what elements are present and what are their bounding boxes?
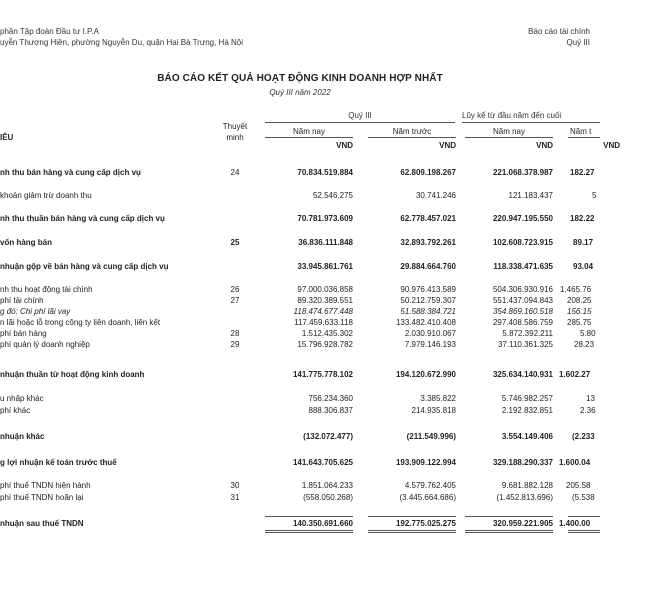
row-value-ytd-last-year: 28.23 <box>574 340 595 349</box>
row-label: nhuận thuần từ hoạt động kinh doanh <box>0 370 145 379</box>
row-value-ytd-last-year: 205.58 <box>566 481 591 490</box>
row-value-ytd-last-year: 1.602.27 <box>559 370 591 379</box>
company-address: uyễn Thượng Hiền, phường Nguyễn Du, quận Hai Bà Trưng, Hà Nội <box>0 38 243 47</box>
row-label: phí tài chính <box>0 296 44 305</box>
row-value-q3-this-year: 117.459.633.118 <box>294 318 353 327</box>
row-value-ytd-this-year: (1.452.813.696) <box>496 493 553 502</box>
row-value-ytd-last-year: 182.27 <box>570 168 595 177</box>
row-value-q3-this-year: 118.474.677.448 <box>293 307 353 316</box>
row-value-q3-this-year: 89.320.389.551 <box>297 296 353 305</box>
row-note: 29 <box>230 340 240 349</box>
row-value-q3-this-year: 1.851.064.233 <box>301 481 353 490</box>
double-rule <box>368 530 456 531</box>
row-value-ytd-this-year: 297.408.586.759 <box>492 318 553 327</box>
column-header-q3-last-year: Năm trước <box>392 127 432 136</box>
row-note: 26 <box>230 285 240 294</box>
row-note: 31 <box>230 493 240 502</box>
double-rule <box>568 532 600 533</box>
row-label: nhuận gộp về bán hàng và cung cấp dịch vụ <box>0 262 169 271</box>
row-value-ytd-this-year: 118.338.471.635 <box>493 262 553 271</box>
row-value-ytd-this-year: 37.110.361.325 <box>497 340 553 349</box>
row-label: nhuận khác <box>0 432 45 441</box>
double-rule <box>368 532 456 533</box>
row-value-ytd-last-year: 1.400.00 <box>559 519 591 528</box>
row-value-ytd-this-year: 551.437.094.843 <box>492 296 553 305</box>
column-header-ytd-this-year: Năm nay <box>492 127 525 136</box>
row-value-ytd-last-year: 1.600.04 <box>559 458 591 467</box>
row-label: nh thu hoạt động tài chính <box>0 285 93 294</box>
double-rule <box>265 532 353 533</box>
header-rule <box>465 137 553 138</box>
row-note: 24 <box>230 168 240 177</box>
row-value-q3-last-year: 133.482.410.408 <box>395 318 456 327</box>
row-label: g lợi nhuận kế toán trước thuế <box>0 458 117 467</box>
row-value-ytd-last-year: 285.75 <box>567 318 592 327</box>
row-value-ytd-last-year: 89.17 <box>573 238 594 247</box>
row-value-q3-this-year: (558.050.268) <box>303 493 353 502</box>
row-label: nhuận sau thuế TNDN <box>0 519 84 528</box>
row-value-q3-this-year: 1.512.435.302 <box>301 329 353 338</box>
row-label: vốn hàng bán <box>0 238 52 247</box>
total-rule <box>568 516 600 517</box>
row-value-ytd-this-year: 329.188.290.337 <box>492 458 553 467</box>
column-header-q3-this-year: Năm nay <box>292 127 325 136</box>
double-rule <box>465 530 553 531</box>
report-title: BÁO CÁO KẾT QUẢ HOẠT ĐỘNG KINH DOANH HỢP NHẤT <box>157 73 443 84</box>
group-header-ytd: Lũy kế từ đầu năm đến cuối <box>462 111 562 120</box>
column-header-note-line2: minh <box>226 133 244 142</box>
row-value-ytd-this-year: 3.554.149.406 <box>501 432 553 441</box>
row-label: phí khác <box>0 406 31 415</box>
row-label: phí quản lý doanh nghiệp <box>0 340 90 349</box>
row-value-ytd-this-year: 5.746.982.257 <box>501 394 553 403</box>
row-value-ytd-last-year: 156.15 <box>567 307 592 316</box>
row-value-ytd-last-year: 5 <box>592 191 597 200</box>
row-value-ytd-this-year: 2.192.832.851 <box>501 406 553 415</box>
row-value-ytd-last-year: (2.233 <box>572 432 595 441</box>
row-value-q3-this-year: 36.836.111.848 <box>298 238 353 247</box>
row-value-q3-last-year: 62.809.198.267 <box>400 168 456 177</box>
report-subtitle: Quý III năm 2022 <box>269 88 331 97</box>
double-rule <box>465 532 553 533</box>
row-value-q3-this-year: 52.546.275 <box>312 191 353 200</box>
report-type: Báo cáo tài chính <box>528 27 590 36</box>
row-label: g đó: Chi phí lãi vay <box>0 307 71 316</box>
row-value-ytd-last-year: (5.538 <box>572 493 595 502</box>
group-ytd-underline <box>462 122 600 123</box>
row-value-q3-this-year: 141.775.778.102 <box>292 370 353 379</box>
row-value-q3-last-year: 50.212.759.307 <box>400 296 456 305</box>
row-value-ytd-this-year: 325.634.140.931 <box>492 370 553 379</box>
row-value-ytd-this-year: 504.306.930.916 <box>492 285 553 294</box>
row-value-ytd-this-year: 221.068.378.987 <box>492 168 553 177</box>
row-value-q3-last-year: 2.030.910.067 <box>404 329 456 338</box>
row-label: phí bán hàng <box>0 329 47 338</box>
unit-label: VND <box>536 141 553 150</box>
row-value-q3-last-year: 193.909.122.994 <box>395 458 456 467</box>
double-rule <box>568 530 600 531</box>
company-name: phần Tập đoàn Đầu tư I.P.A <box>0 27 99 36</box>
row-value-q3-last-year: 214.935.818 <box>411 406 456 415</box>
total-rule <box>368 516 456 517</box>
row-value-q3-last-year: (3.445.664.686) <box>399 493 456 502</box>
column-header-item: IÊU <box>0 133 14 142</box>
row-value-ytd-this-year: 320.959.221.905 <box>492 519 553 528</box>
row-value-q3-last-year: 90.976.413.589 <box>400 285 456 294</box>
row-value-q3-last-year: 7.979.146.193 <box>404 340 456 349</box>
group-header-q3: Quý III <box>348 111 372 120</box>
row-value-q3-this-year: (132.072.477) <box>303 432 353 441</box>
row-value-ytd-last-year: 182.22 <box>570 214 595 223</box>
row-value-q3-this-year: 70.781.973.609 <box>297 214 353 223</box>
header-rule <box>265 137 353 138</box>
double-rule <box>265 530 353 531</box>
row-value-q3-this-year: 15.796.928.782 <box>297 340 353 349</box>
row-note: 25 <box>230 238 240 247</box>
total-rule <box>265 516 353 517</box>
row-note: 30 <box>230 481 240 490</box>
unit-label: VND <box>336 141 353 150</box>
row-value-ytd-this-year: 102.608.723.915 <box>492 238 553 247</box>
row-value-q3-this-year: 70.834.519.884 <box>297 168 353 177</box>
row-value-q3-last-year: 192.775.025.275 <box>395 519 456 528</box>
row-value-q3-last-year: 4.579.762.405 <box>404 481 456 490</box>
row-label: khoản giảm trừ doanh thu <box>0 191 92 200</box>
unit-label: VND <box>439 141 456 150</box>
row-value-ytd-this-year: 9.681.882.128 <box>501 481 553 490</box>
row-label: phí thuế TNDN hiện hành <box>0 481 91 490</box>
row-value-q3-this-year: 140.350.691.660 <box>292 519 353 528</box>
header-rule <box>568 137 600 138</box>
row-value-ytd-last-year: 5.80 <box>580 329 596 338</box>
row-value-q3-last-year: 32.893.792.261 <box>400 238 456 247</box>
row-value-q3-last-year: 30.741.246 <box>415 191 456 200</box>
header-rule <box>368 137 456 138</box>
row-value-ytd-last-year: 1.465.76 <box>560 285 592 294</box>
row-label: n lãi hoặc lỗ trong công ty liên doanh, liên kết <box>0 318 161 327</box>
row-value-ytd-last-year: 93.04 <box>573 262 594 271</box>
row-value-q3-this-year: 756.234.360 <box>308 394 353 403</box>
row-value-ytd-last-year: 2.36 <box>580 406 596 415</box>
row-note: 27 <box>230 296 240 305</box>
unit-label: VND <box>603 141 620 150</box>
row-value-q3-this-year: 888.306.837 <box>308 406 353 415</box>
row-label: u nhập khác <box>0 394 44 403</box>
row-value-ytd-this-year: 121.183.437 <box>508 191 553 200</box>
row-value-q3-this-year: 33.945.861.761 <box>297 262 353 271</box>
row-note: 28 <box>230 329 240 338</box>
row-value-ytd-last-year: 13 <box>586 394 595 403</box>
row-value-ytd-this-year: 220.947.195.550 <box>492 214 553 223</box>
row-value-ytd-this-year: 354.869.160.518 <box>492 307 553 316</box>
row-value-q3-last-year: 194.120.672.990 <box>395 370 456 379</box>
column-header-note-line1: Thuyết <box>222 122 248 131</box>
group-q3-underline <box>265 122 455 123</box>
row-label: nh thu thuần bán hàng và cung cấp dịch vụ <box>0 214 165 223</box>
row-label: phí thuế TNDN hoãn lại <box>0 493 84 502</box>
row-value-q3-last-year: 62.778.457.021 <box>400 214 456 223</box>
row-value-q3-this-year: 97.000.036.858 <box>297 285 353 294</box>
row-value-q3-last-year: (211.549.996) <box>406 432 456 441</box>
row-value-ytd-last-year: 208.25 <box>567 296 592 305</box>
row-value-q3-last-year: 3.385.822 <box>420 394 456 403</box>
row-value-q3-last-year: 51.588.384.721 <box>400 307 456 316</box>
row-label: nh thu bán hàng và cung cấp dịch vụ <box>0 168 141 177</box>
row-value-ytd-this-year: 5.872.392.211 <box>502 329 553 338</box>
row-value-q3-last-year: 29.884.664.760 <box>400 262 456 271</box>
total-rule <box>465 516 553 517</box>
column-header-ytd-last-year: Năm t <box>570 127 592 136</box>
report-period: Quý III <box>566 38 590 47</box>
row-value-q3-this-year: 141.643.705.625 <box>292 458 353 467</box>
